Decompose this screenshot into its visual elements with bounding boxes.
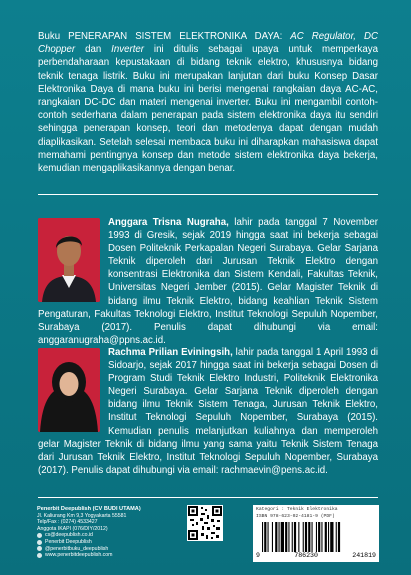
publisher-info [37, 506, 141, 559]
social-instagram-text: @penerbitbuku_deepublish [45, 545, 109, 552]
synopsis-italic-2: Inverter [111, 44, 145, 56]
qr-code-icon [187, 505, 223, 541]
author-bio-1 [38, 216, 378, 347]
social-facebook [37, 539, 141, 546]
social-website [37, 552, 141, 559]
author-portrait-female [38, 348, 100, 432]
publisher-address: Jl. Kaliurang Km 9,3 Yogyakarta 55581 [37, 512, 127, 519]
publisher-member: Anggota IKAPI (076/DIY/2012) [37, 525, 108, 532]
qr-code [187, 505, 223, 541]
social-email [37, 532, 141, 539]
author-photo-2 [38, 348, 100, 432]
facebook-icon [37, 540, 42, 545]
author-photo-1 [38, 218, 100, 302]
synopsis-part-2: dan [75, 44, 112, 56]
book-category: Kategori : Teknik Elektronika [256, 507, 338, 512]
author-name-2: Rachma Prilian Eviningsih, [108, 347, 233, 358]
social-website-text: www.penerbitdeepublish.com [45, 552, 113, 559]
synopsis-part-1: Buku PENERAPAN SISTEM ELEKTRONIKA DAYA: [38, 31, 291, 42]
author-bio-2 [38, 346, 378, 477]
social-email-text: cs@deepublish.co.id [45, 532, 93, 539]
author-bio-text-1: lahir pada tanggal 7 November 1993 di Gresik, sejak 2019 hingga saat ini bekerja sebagai Dosen Politeknik Perkapalan Negeri Surabaya. Gelar Sarjana Teknik diperoleh dari Jurusan Teknik Elektro dengan konsentrasi Elektronika dan Sistem Kendali, Fakultas Teknik, Universitas Negeri Jember (2015). Gelar Magister Teknik di bidang ilmu Teknik Elektro, bidang keahlian Teknik Sistem Pengaturan, Fakultas Teknologi Elektro, Institut Teknologi Sepuluh Nopember, Surabaya (2017). Penulis dapat dihubungi via email: anggaranugraha@ppns.ac.id. [38, 217, 379, 346]
author-bio-text-2: lahir pada tanggal 1 April 1993 di Sidoarjo, sejak 2017 hingga saat ini bekerja sebagai Dosen di Program Studi Teknik Elektro Industri, Politeknik Elektronika Negeri Surabaya. Gelar Sarjana Teknik diperoleh dengan bidang ilmu Teknik Sistem Tenaga, Jurusan Teknik Elektro, Institut Teknologi Sepuluh Nopember, Surabaya (2015). Kemudian penulis melanjutkan kuliahnya dan memperoleh gelar Magister Teknik di bidang ilmu yang sama yaitu Teknik Sistem Tenaga dari Jurusan Teknik Elektro, Institut Teknologi Sepuluh Nopember, Surabaya (2017). Penulis dapat dihubungi via email: rachmaevin@pens.ac.id. [38, 347, 378, 476]
social-instagram [37, 546, 141, 553]
synopsis-italic-1: AC Regulator, DC Chopper [38, 31, 378, 56]
publisher-phone: Telp/Fax : (0274) 4533427 [37, 519, 98, 526]
social-facebook-text: Penerbit Deepublish [45, 538, 92, 545]
email-icon [37, 533, 42, 538]
barcode-bars [262, 522, 372, 552]
barcode-digit-left: 786230 [294, 552, 318, 559]
book-synopsis [38, 30, 378, 175]
barcode-digits [256, 552, 376, 559]
barcode-digit-prefix: 9 [256, 552, 260, 559]
instagram-icon [37, 546, 42, 551]
isbn-number: ISBN 978-623-02-4181-9 (PDF) [256, 514, 335, 519]
author-name-1: Anggara Trisna Nugraha, [108, 217, 229, 228]
synopsis-part-3: ini ditulis sebagai upaya untuk memperkaya perbendaharaan kepustakaan di bidang teknik elektro, khususnya bidang teknik tenaga listrik. Buku ini merupakan lanjutan dari buku Konsep Dasar Elektronika Daya di mana buku ini berisi mengenai rangkaian daya AC-AC, rangkaian DC-DC dan materi mengenai inverter. Buku ini mengambil contoh-contoh sederhana dalam penerapan pada sistem elektronika daya itu sendiri sehingga penerapan konsep, teori dan metodenya dapat dengan mudah diaplikasikan. Setelah selesai membaca buku ini diharapkan mahasiswa dapat memahami pentingnya konsep dan metode sistem elektronika daya bekerja, kemudian mengaplikasikannya dengan benar. [38, 44, 378, 175]
barcode-digit-right: 241819 [352, 552, 376, 559]
author-portrait-male [38, 218, 100, 302]
publisher-name: Penerbit Deepublish (CV BUDI UTAMA) [37, 506, 141, 512]
globe-icon [37, 553, 42, 558]
divider-top [38, 194, 378, 195]
